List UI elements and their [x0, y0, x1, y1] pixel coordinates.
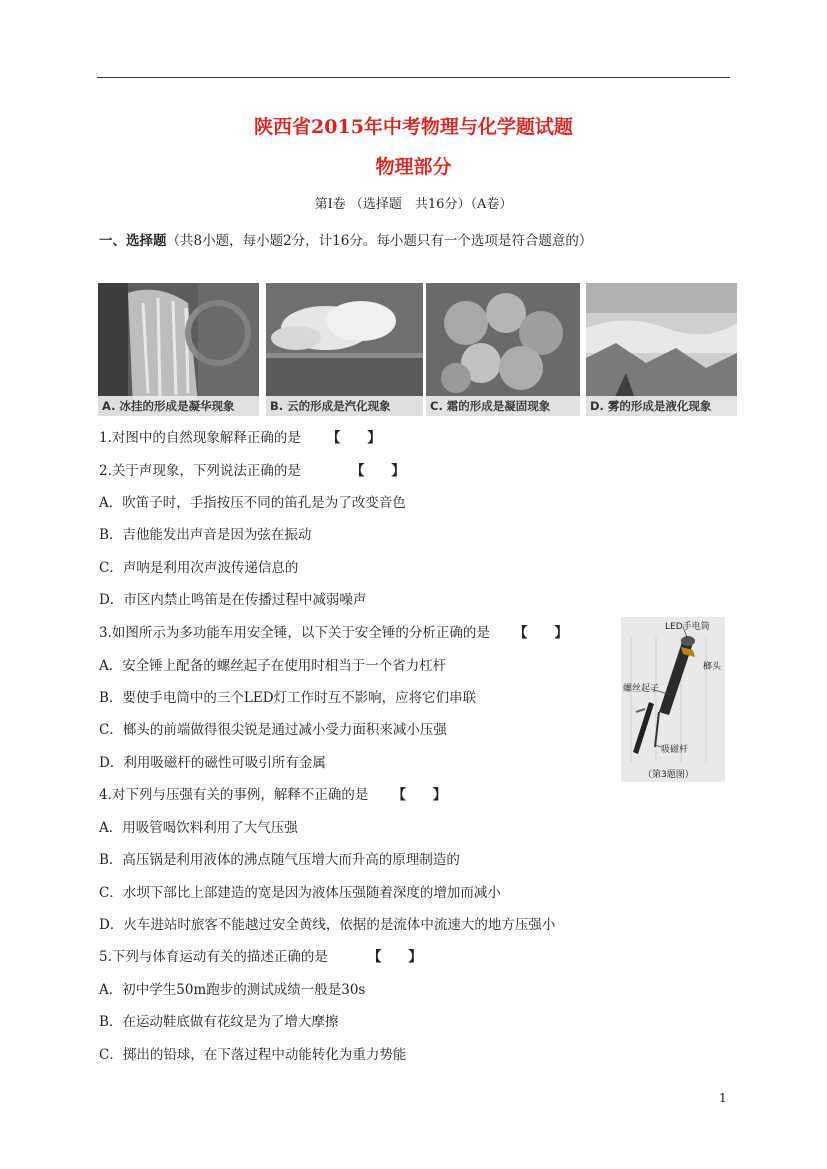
question-5	[99, 945, 422, 965]
question-5-option-a: A．初中学生50m跑步的测试成绩一般是30s	[99, 982, 366, 998]
question-2-option-a: A．吹笛子时，手指按压不同的笛孔是为了改变音色	[99, 495, 406, 511]
label-screwdriver: 螺丝起子	[623, 684, 660, 694]
answer-bracket: 【 】	[513, 625, 568, 641]
question-5-option-b: B．在运动鞋底做有花纹是为了增大摩擦	[99, 1014, 339, 1030]
safety-hammer-drawing	[621, 617, 725, 782]
question-3-option-d: D．利用吸磁杆的磁性可吸引所有金属	[99, 755, 326, 771]
question-2-option-b: B．吉他能发出声音是因为弦在振动	[99, 527, 312, 543]
question-2-option-d: D．市区内禁止鸣笛是在传播过程中减弱噪声	[99, 592, 367, 608]
answer-bracket: 【 】	[367, 949, 422, 965]
question-5-option-c: C．掷出的铅球，在下落过程中动能转化为重力势能	[99, 1047, 407, 1063]
page-number: 1	[719, 1091, 727, 1105]
question-2-stem: 2.关于声现象，下列说法正确的是	[99, 463, 301, 479]
photo-d-fog	[586, 283, 737, 416]
question-4-option-b: B．高压锅是利用液体的沸点随气压增大而升高的原理制造的	[99, 852, 460, 868]
question-4-option-d: D．火车进站时旅客不能越过安全黄线，依据的是流体中流速大的地方压强小	[99, 917, 556, 933]
photo-a-caption: A. 冰挂的形成是凝华现象	[98, 396, 259, 416]
label-led: LED手电筒	[665, 622, 710, 632]
safety-hammer-figure	[621, 617, 725, 782]
section-instructions: （共8小题，每小题2分，计16分。每小题只有一个选项是符合题意的）	[166, 233, 593, 249]
photo-d-caption: D. 雾的形成是液化现象	[586, 396, 737, 416]
question-4-stem: 4.对下列与压强有关的事例，解释不正确的是	[99, 787, 369, 803]
answer-bracket: 【 】	[350, 463, 405, 479]
question-4-option-c: C．水坝下部比上部建造的宽是因为液体压强随着深度的增加而减小	[99, 885, 501, 901]
question-4-option-a: A．用吸管喝饮料利用了大气压强	[99, 820, 298, 836]
section-heading	[99, 229, 592, 249]
question-3-stem: 3.如图所示为多功能车用安全锤，以下关于安全锤的分析正确的是	[99, 625, 490, 641]
photo-a-icicle	[98, 283, 259, 416]
question-3-option-a: A．安全锤上配备的螺丝起子在使用时相当于一个省力杠杆	[99, 658, 447, 674]
section-label: 一、选择题	[99, 233, 167, 249]
answer-bracket: 【 】	[392, 787, 447, 803]
question-3-option-c: C．榔头的前端做得很尖锐是通过减小受力面积来减小压强	[99, 722, 447, 738]
question-4	[99, 783, 446, 803]
question-1-stem: 1.对图中的自然现象解释正确的是	[99, 430, 301, 446]
page-subtitle: 物理部分	[375, 156, 452, 178]
label-hammer: 榔头	[703, 662, 722, 672]
question-1	[99, 426, 381, 446]
photo-b-caption: B. 云的形成是汽化现象	[266, 396, 423, 416]
figure-3-caption: （第3题图）	[643, 770, 694, 780]
question-2-option-c: C．声呐是利用次声波传递信息的	[99, 560, 299, 576]
photo-c-frost	[426, 283, 580, 416]
page-title: 陕西省2015年中考物理与化学题试题	[254, 116, 573, 138]
question-3-option-b: B．要使手电筒中的三个LED灯工作时互不影响，应将它们串联	[99, 690, 477, 706]
label-magnet: 吸磁杆	[661, 745, 689, 755]
photo-b-cloud	[266, 283, 423, 416]
question-2	[99, 459, 405, 479]
answer-bracket: 【 】	[326, 430, 381, 446]
header-rule	[97, 77, 730, 78]
question-3	[99, 621, 568, 641]
volume-header: 第Ⅰ卷 （选择题 共16分）（A卷）	[314, 197, 513, 212]
photo-c-caption: C. 霜的形成是凝固现象	[426, 396, 580, 416]
question-5-stem: 5.下列与体育运动有关的描述正确的是	[99, 949, 328, 965]
